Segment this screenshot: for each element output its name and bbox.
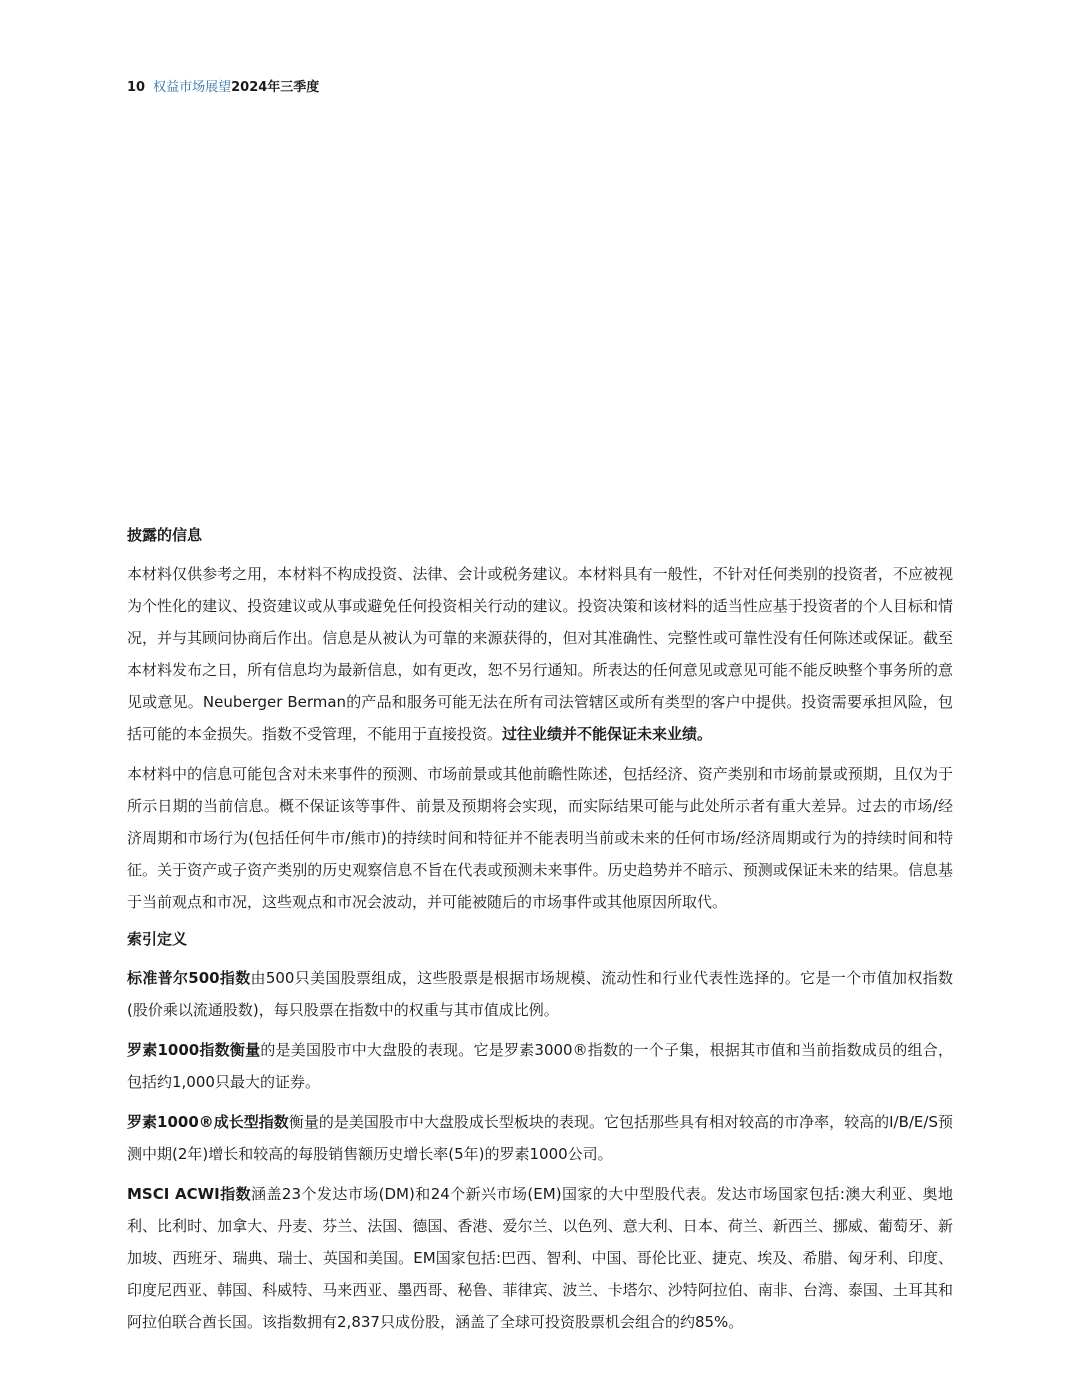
msci-acwi-term: MSCI ACWI指数 [127, 1185, 252, 1203]
disclosure-p1-text: 本材料仅供参考之用，本材料不构成投资、法律、会计或税务建议。本材料具有一般性，不针对任何类别的投资者，不应被视为个性化的建议、投资建议或从事或避免任何投资相关行动的建议。投资决策和该材料的适当性应基于投资者的个人目标和情况，并与其顾问协商后作出。信息是从被认为可靠的来源获得的，但对其准确性、完整性或可靠性没有任何陈述或保证。截至本材料发布之日，所有信息均为最新信息，如有更改，恕不另行通知。所表达的任何意见或意见可能不能反映整个事务所的意见或意见。Neuberger Berman的产品和服务可能无法在所有司法管辖区或所有类型的客户中提供。投资需要承担风险，包括可能的本金损失。指数不受管理，不能用于直接投资。 [127, 565, 953, 743]
russell1000-term: 罗素1000指数衡量 [127, 1041, 261, 1059]
page-header [127, 78, 319, 98]
disclosure-heading: 披露的信息 [127, 526, 203, 544]
sp500-term: 标准普尔500指数 [127, 969, 251, 987]
index-def-russell1000 [127, 1034, 953, 1098]
disclosure-p1-bold: 过往业绩并不能保证未来业绩。 [502, 725, 713, 743]
disclosure-paragraph-2 [127, 758, 953, 918]
russell1000-growth-term: 罗素1000®成长型指数 [127, 1113, 289, 1131]
index-definitions-heading: 索引定义 [127, 930, 188, 948]
msci-acwi-definition: 涵盖23个发达市场(DM)和24个新兴市场(EM)国家的大中型股代表。发达市场国家包括:澳大利亚、奥地利、比利时、加拿大、丹麦、芬兰、法国、德国、香港、爱尔兰、以色列、意大利、日本、荷兰、新西兰、挪威、葡萄牙、新加坡、西班牙、瑞典、瑞士、英国和美国。EM国家包括:巴西、智利、中国、哥伦比亚、捷克、埃及、希腊、匈牙利、印度、印度尼西亚、韩国、科威特、马来西亚、墨西哥、秘鲁、菲律宾、波兰、卡塔尔、沙特阿拉伯、南非、台湾、泰国、土耳其和阿拉伯联合酋长国。该指数拥有2,837只成份股，涵盖了全球可投资股票机会组合的约85%。 [127, 1185, 953, 1331]
report-title: 权益市场展望 [153, 80, 232, 95]
disclosure-p2-text: 本材料中的信息可能包含对未来事件的预测、市场前景或其他前瞻性陈述，包括经济、资产类别和市场前景或预期，且仅为于所示日期的当前信息。概不保证该等事件、前景及预期将会实现，而实际结果可能与此处所示者有重大差异。过去的市场/经济周期和市场行为(包括任何牛市/熊市)的持续时间和特征并不能表明当前或未来的任何市场/经济周期或行为的持续时间和特征。关于资产或子资产类别的历史观察信息不旨在代表或预测未来事件。历史趋势并不暗示、预测或保证未来的结果。信息基于当前观点和市况，这些观点和市况会波动，并可能被随后的市场事件或其他原因所取代。 [127, 765, 953, 911]
sp500-definition: 由500只美国股票组成，这些股票是根据市场规模、流动性和行业代表性选择的。它是一个市值加权指数(股价乘以流通股数)，每只股票在指数中的权重与其市值成比例。 [127, 969, 953, 1019]
russell1000-growth-definition: 衡量的是美国股市中大盘股成长型板块的表现。它包括那些具有相对较高的市净率，较高的I/B/E/S预测中期(2年)增长和较高的每股销售额历史增长率(5年)的罗素1000公司。 [127, 1113, 953, 1163]
page-number: 10 [127, 80, 146, 95]
index-def-sp500 [127, 962, 953, 1026]
report-period: 2024年三季度 [231, 80, 320, 95]
disclosure-paragraph-1 [127, 558, 953, 750]
index-def-msci-acwi [127, 1178, 953, 1338]
disclosure-content [127, 522, 953, 1346]
russell1000-definition: 的是美国股市中大盘股的表现。它是罗素3000®指数的一个子集，根据其市值和当前指数成员的组合，包括约1,000只最大的证券。 [127, 1041, 954, 1091]
index-def-russell1000-growth [127, 1106, 953, 1170]
